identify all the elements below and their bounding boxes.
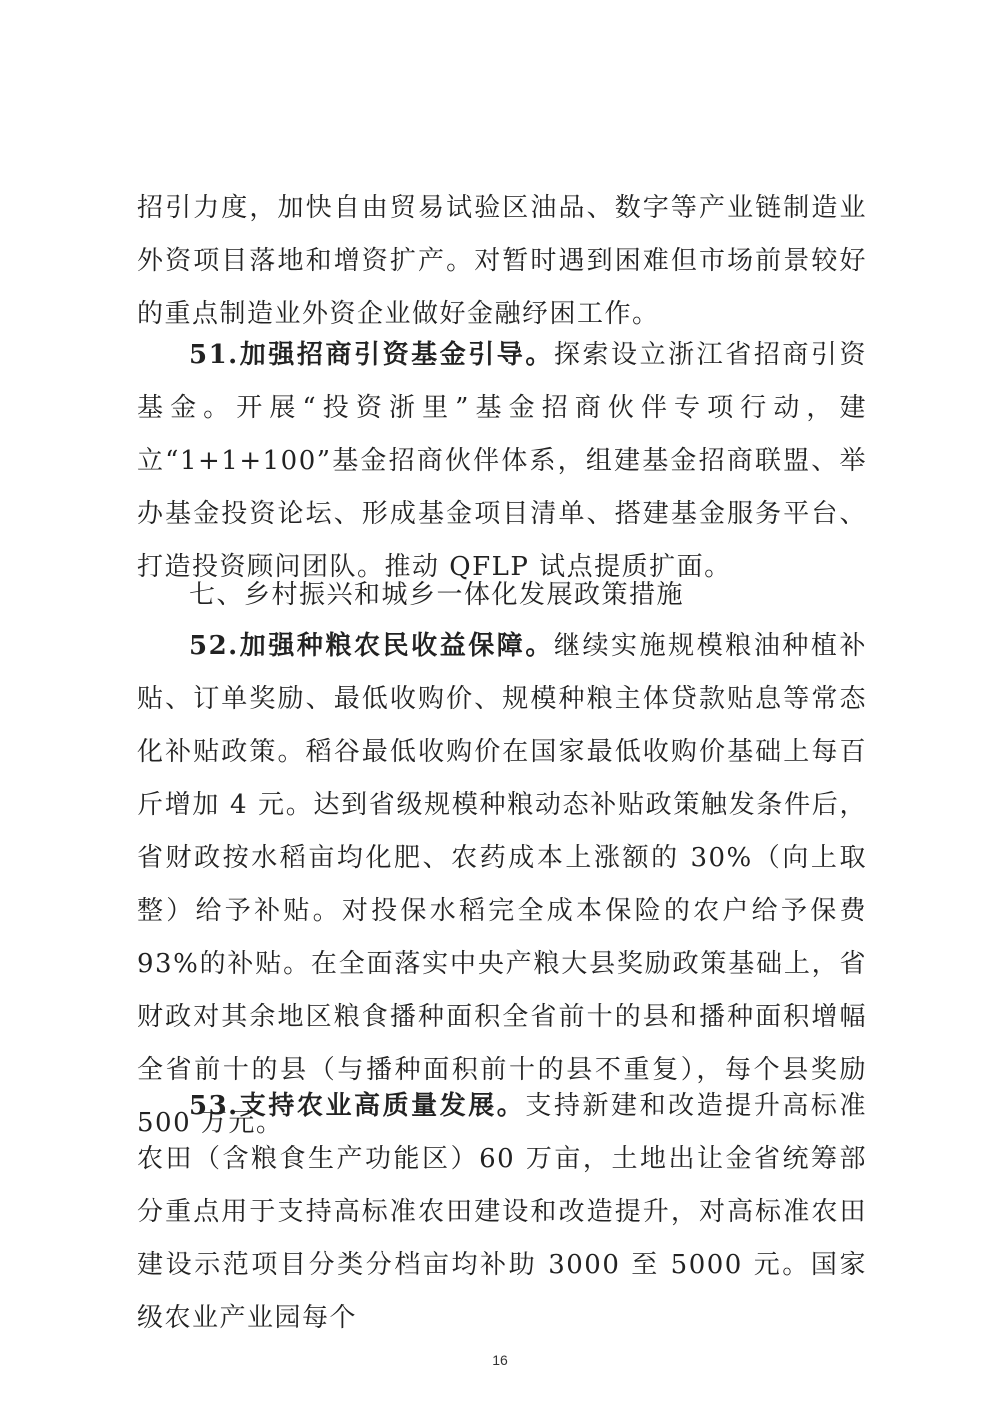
paragraph-continuation [137,182,867,341]
paragraph-item-52 [137,620,867,1150]
paragraph-item-51 [137,329,867,594]
item-51-title: 51.加强招商引资基金引导。 [189,340,554,370]
paragraph-text: 招引力度，加快自由贸易试验区油品、数字等产业链制造业外资项目落地和增资扩产。对暂时遇到困难但市场前景较好的重点制造业外资企业做好金融纾困工作。 [137,193,867,329]
item-51-text: 探索设立浙江省招商引资基金。开展“投资浙里”基金招商伙伴专项行动，建立“1+1+100”基金招商伙伴体系，组建基金招商联盟、举办基金投资论坛、形成基金项目清单、搭建基金服务平台、打造投资顾问团队。推动 QFLP 试点提质扩面。 [137,340,867,582]
item-52-text: 继续实施规模粮油种植补贴、订单奖励、最低收购价、规模种粮主体贷款贴息等常态化补贴政策。稻谷最低收购价在国家最低收购价基础上每百斤增加 4 元。达到省级规模种粮动态补贴政策触发条件后，省财政按水稻亩均化肥、农药成本上涨额的 30%（向上取整）给予补贴。对投保水稻完全成本保险的农户给予保费 93%的补贴。在全面落实中央产粮大县奖励政策基础上，省财政对其余地区粮食播种面积全省前十的县和播种面积增幅全省前十的县（与播种面积前十的县不重复），每个县奖励 500 万元。 [137,631,867,1138]
item-53-text: 支持新建和改造提升高标准农田（含粮食生产功能区）60 万亩，土地出让金省统筹部分重点用于支持高标准农田建设和改造提升，对高标准农田建设示范项目分类分档亩均补助 3000 至 5000 元。国家级农业产业园每个 [137,1091,867,1333]
section-heading: 七、乡村振兴和城乡一体化发展政策措施 [189,580,685,610]
item-52-title: 52.加强种粮农民收益保障。 [189,631,554,661]
paragraph-item-53 [137,1080,867,1345]
item-53-title: 53.支持农业高质量发展。 [189,1091,526,1121]
page-number: 16 [492,1352,508,1368]
